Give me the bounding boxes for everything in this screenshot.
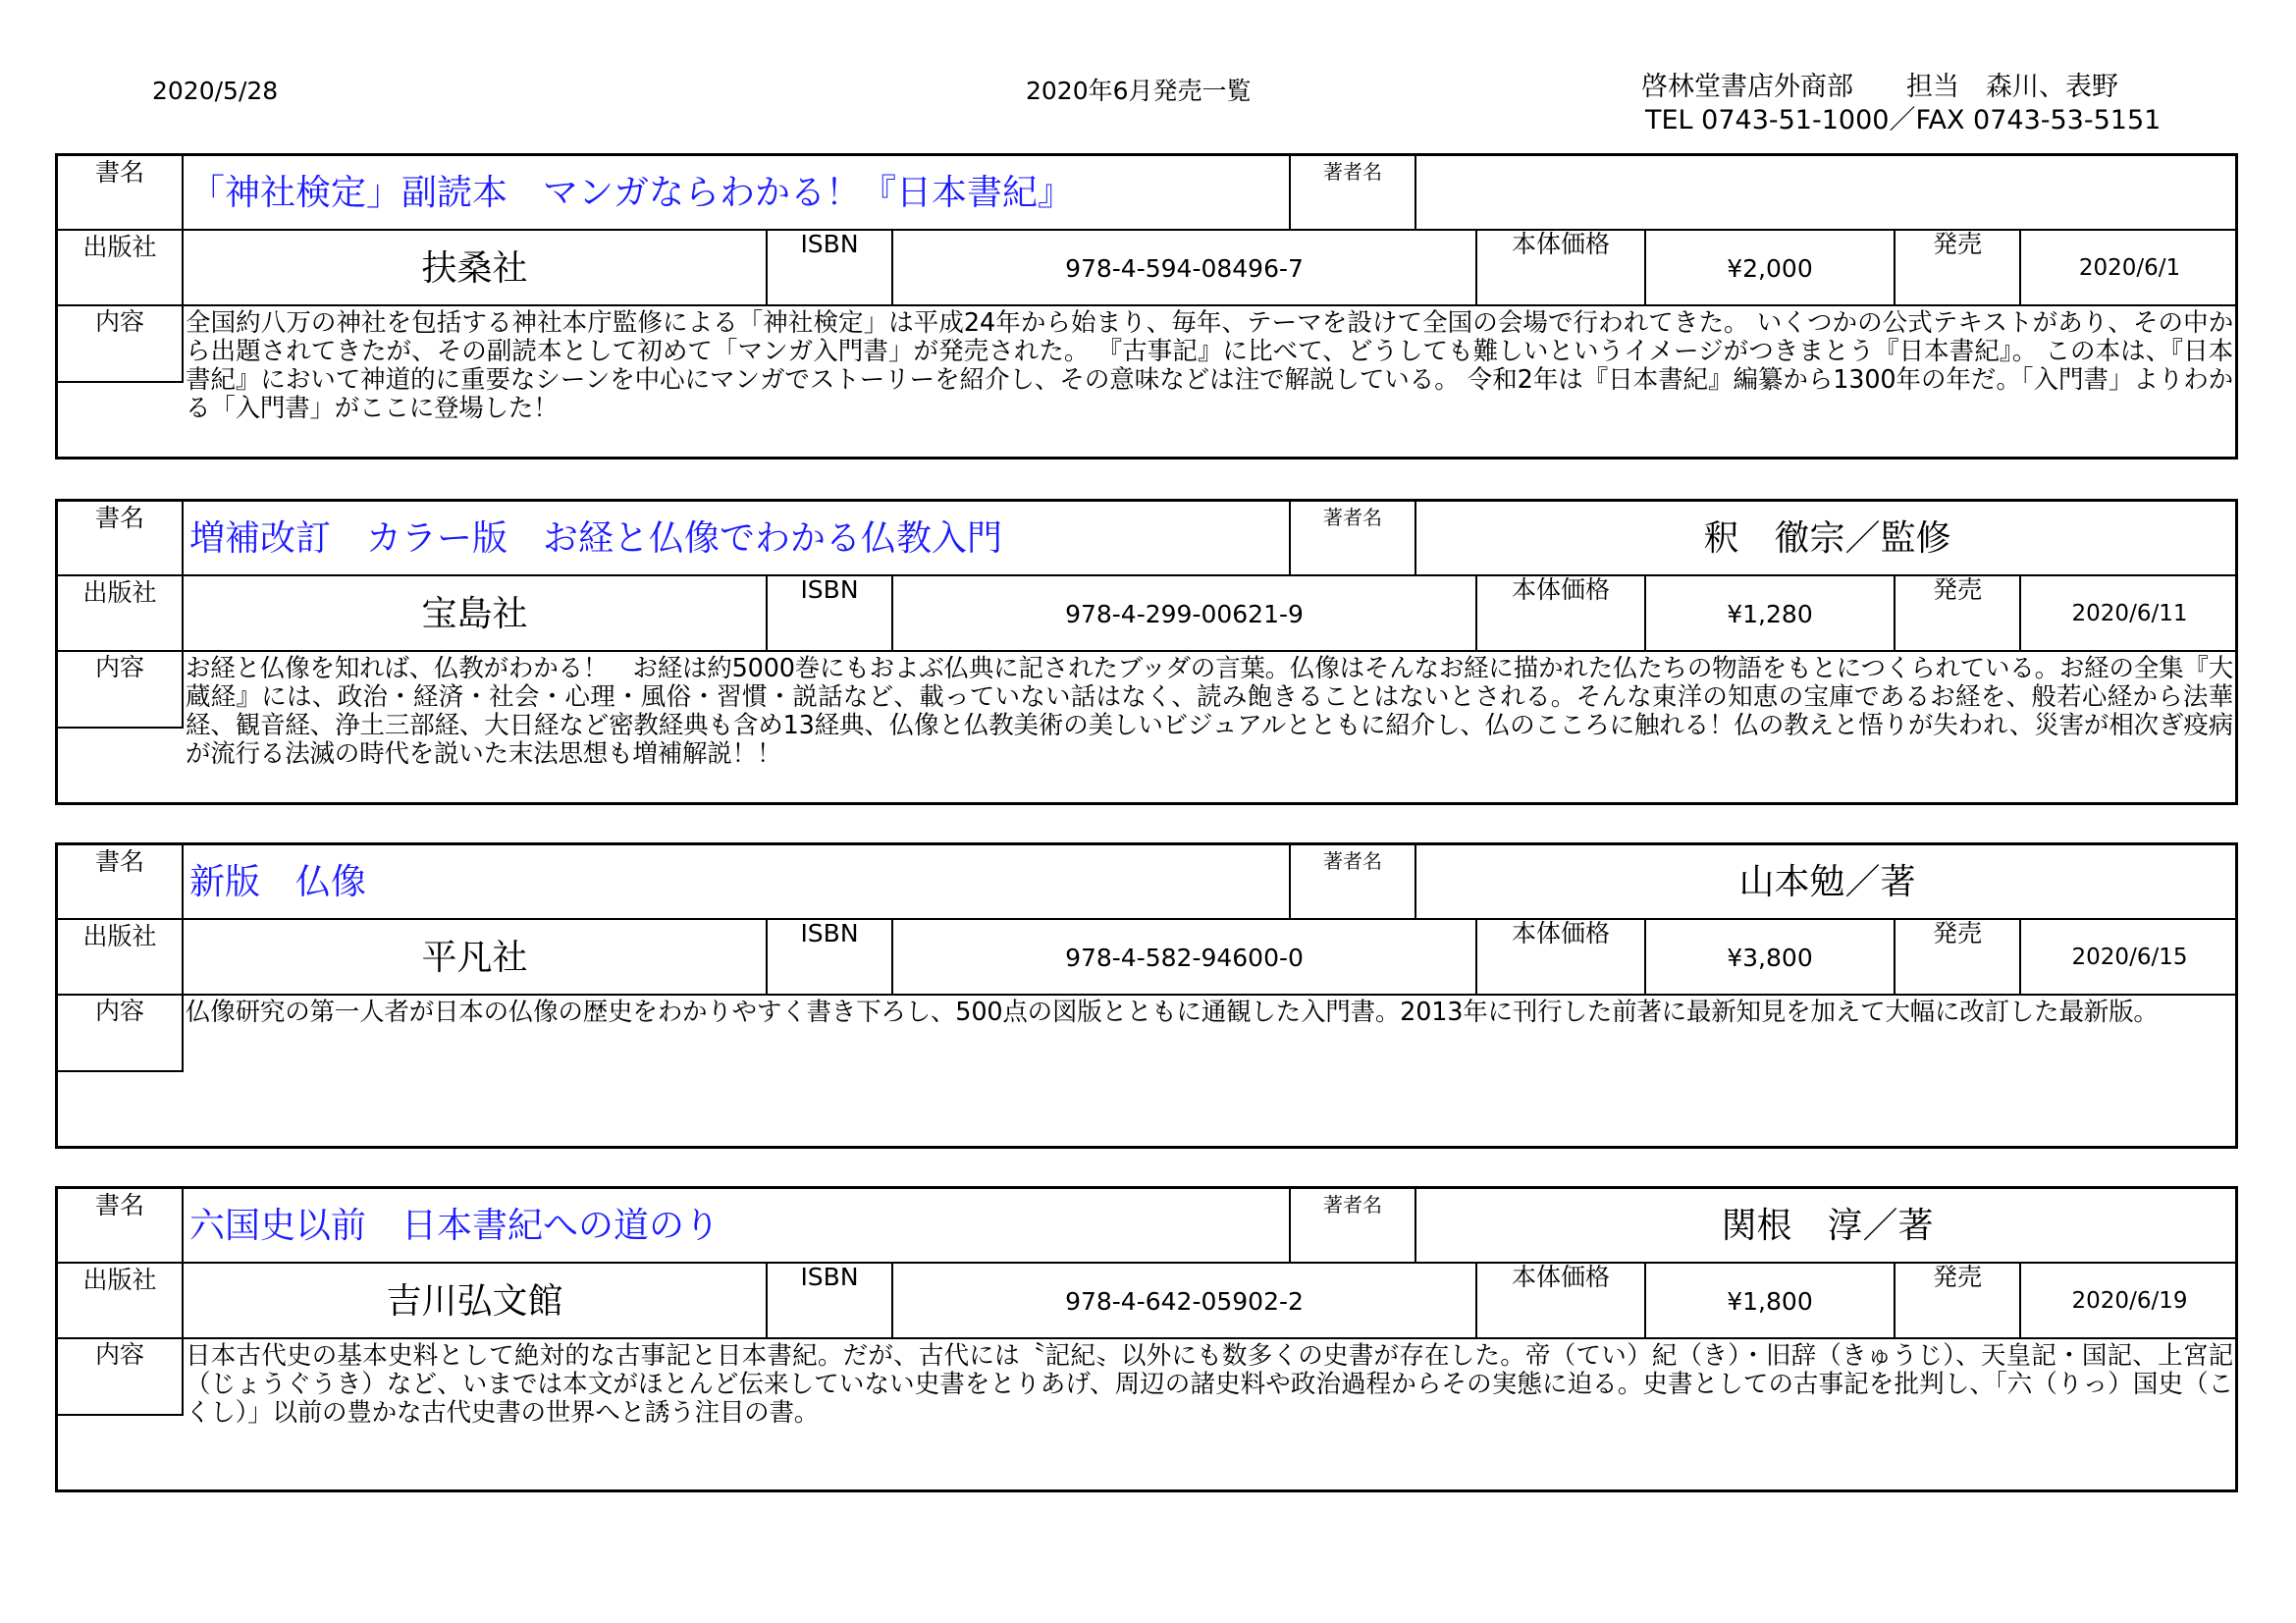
- title-label: 書名: [94, 504, 144, 532]
- author-label: 著者名: [1323, 1193, 1382, 1217]
- content-label-cell: [58, 996, 184, 1072]
- publisher-label-cell: [58, 1264, 184, 1339]
- publisher-label-cell: [58, 920, 184, 996]
- book-description: お経と仏像を知れば、仏教がわかる！ お経は約5000巻にもおよぶ仏典に記されたブッダの言葉。仏像はそんなお経に描かれた仏たちの物語をもとにつくられている。お経の全集『大蔵経』には、政治・経済・社会・心理・風俗・習慣・説話など、載っていない話はなく、読み飽きることはないとされる。そんな東洋の知恵の宝庫であるお経を、般若心経から法華経、観音経、浄土三部経、大日経など密教経典も含め13経典、仏像と仏教美術の美しいビジュアルとともに紹介し、仏のこころに触れる！仏の教えと悟りが失われ、災害が相次ぎ疫病が流行る法滅の時代を説いた末法思想も増補解説！！: [186, 654, 2233, 769]
- book-release-date: 2020/6/15: [2021, 920, 2238, 996]
- title-label: 書名: [94, 158, 144, 187]
- release-label: 発売: [1932, 576, 1982, 604]
- content-label-cell: [58, 1339, 184, 1416]
- content-label: 内容: [94, 307, 144, 336]
- title-label: 書名: [94, 847, 144, 876]
- book-publisher: 宝島社: [184, 576, 768, 652]
- isbn-label-cell: [768, 576, 893, 652]
- book-description: 仏像研究の第一人者が日本の仏像の歴史をわかりやすく書き下ろし、500点の図版とともに通観した入門書。2013年に刊行した前著に最新知見を加えて大幅に改訂した最新版。: [186, 998, 2159, 1027]
- book-publisher: 扶桑社: [184, 231, 768, 306]
- price-label-cell: [1477, 920, 1646, 996]
- book-author: [1416, 156, 2238, 231]
- release-label: 発売: [1932, 920, 1982, 947]
- page-title: 2020年6月発売一覧: [1026, 77, 1252, 105]
- book-title: 六国史以前 日本書紀への道のり: [184, 1189, 1291, 1264]
- book-title: 「神社検定」副読本 マンガならわかる！『日本書紀』: [184, 156, 1291, 231]
- title-label-cell: [58, 845, 184, 920]
- title-label: 書名: [94, 1191, 144, 1219]
- title-label-cell: [58, 156, 184, 231]
- isbn-label: ISBN: [800, 231, 859, 258]
- book-price: ¥1,280: [1646, 576, 1896, 652]
- title-label-cell: [58, 502, 184, 576]
- book-entry-3: [55, 842, 2238, 1149]
- book-entry-4: [55, 1186, 2238, 1492]
- book-publisher: 吉川弘文館: [184, 1264, 768, 1339]
- publisher-label: 出版社: [82, 922, 157, 950]
- publisher-label-cell: [58, 576, 184, 652]
- book-isbn: 978-4-642-05902-2: [893, 1264, 1477, 1339]
- price-label-cell: [1477, 576, 1646, 652]
- book-isbn: 978-4-299-00621-9: [893, 576, 1477, 652]
- book-description: 全国約八万の神社を包括する神社本庁監修による「神社検定」は平成24年から始まり、毎年、テーマを設けて全国の会場で行われてきた。 いくつかの公式テキストがあり、その中から出題されてきたが、その副読本として初めて「マンガ入門書」が発売された。 『古事記』に比べて、どうしても難しいというイメージがつきまとう『日本書紀』。 この本は、『日本書紀』において神道的に重要なシーンを中心にマンガでストーリーを紹介し、その意味などは注で解説している。 令和2年は『日本書紀』編纂から1300年の年だ。「入門書」よりわかる「入門書」がここに登場した！: [186, 308, 2233, 423]
- book-author: 関根 淳／著: [1416, 1189, 2238, 1264]
- book-isbn: 978-4-594-08496-7: [893, 231, 1477, 306]
- price-label: 本体価格: [1511, 920, 1610, 947]
- book-author: 山本勉／著: [1416, 845, 2238, 920]
- book-entry-2: [55, 499, 2238, 805]
- content-label: 内容: [94, 653, 144, 681]
- isbn-label: ISBN: [800, 1264, 859, 1291]
- price-label: 本体価格: [1511, 231, 1610, 258]
- isbn-label: ISBN: [800, 576, 859, 604]
- publisher-label: 出版社: [82, 233, 157, 261]
- book-description: 日本古代史の基本史料として絶対的な古事記と日本書紀。だが、古代には〝記紀〟以外にも数多くの史書が存在した。帝（てい）紀（き）・旧辞（きゅうじ）、天皇記・国記、上宮記（じょうぐうき）など、いまでは本文がほとんど伝来していない史書をとりあげ、周辺の諸史料や政治過程からその実態に迫る。史書としての古事記を批判し、「六（りっ）国史（こくし）」以前の豊かな古代史書の世界へと誘う注目の書。: [186, 1341, 2233, 1428]
- book-price: ¥1,800: [1646, 1264, 1896, 1339]
- release-label: 発売: [1932, 1264, 1982, 1291]
- publisher-label: 出版社: [82, 578, 157, 607]
- content-label: 内容: [94, 997, 144, 1025]
- book-title: 新版 仏像: [184, 845, 1291, 920]
- book-price: ¥2,000: [1646, 231, 1896, 306]
- book-price: ¥3,800: [1646, 920, 1896, 996]
- isbn-label: ISBN: [800, 920, 859, 947]
- store-department: 啓林堂書店外商部 担当 森川、表野: [1641, 72, 2118, 102]
- release-label-cell: [1896, 1264, 2021, 1339]
- price-label: 本体価格: [1511, 1264, 1610, 1291]
- price-label: 本体価格: [1511, 576, 1610, 604]
- release-label-cell: [1896, 576, 2021, 652]
- author-label: 著者名: [1323, 506, 1382, 529]
- content-label: 内容: [94, 1340, 144, 1369]
- publisher-label-cell: [58, 231, 184, 306]
- book-release-date: 2020/6/19: [2021, 1264, 2238, 1339]
- content-label-cell: [58, 306, 184, 383]
- content-label-cell: [58, 652, 184, 729]
- price-label-cell: [1477, 1264, 1646, 1339]
- book-release-date: 2020/6/11: [2021, 576, 2238, 652]
- price-label-cell: [1477, 231, 1646, 306]
- author-label: 著者名: [1323, 160, 1382, 184]
- book-publisher: 平凡社: [184, 920, 768, 996]
- book-isbn: 978-4-582-94600-0: [893, 920, 1477, 996]
- author-label: 著者名: [1323, 849, 1382, 873]
- print-date: 2020/5/28: [152, 77, 279, 105]
- isbn-label-cell: [768, 920, 893, 996]
- release-label-cell: [1896, 920, 2021, 996]
- author-label-cell: [1291, 502, 1416, 576]
- store-contact: TEL 0743-51-1000／FAX 0743-53-5151: [1645, 105, 2162, 135]
- book-author: 釈 徹宗／監修: [1416, 502, 2238, 576]
- book-release-date: 2020/6/1: [2021, 231, 2238, 306]
- release-label-cell: [1896, 231, 2021, 306]
- book-title: 増補改訂 カラー版 お経と仏像でわかる仏教入門: [184, 502, 1291, 576]
- publisher-label: 出版社: [82, 1266, 157, 1294]
- book-entry-1: [55, 153, 2238, 460]
- isbn-label-cell: [768, 231, 893, 306]
- isbn-label-cell: [768, 1264, 893, 1339]
- release-label: 発売: [1932, 231, 1982, 258]
- author-label-cell: [1291, 156, 1416, 231]
- title-label-cell: [58, 1189, 184, 1264]
- author-label-cell: [1291, 845, 1416, 920]
- author-label-cell: [1291, 1189, 1416, 1264]
